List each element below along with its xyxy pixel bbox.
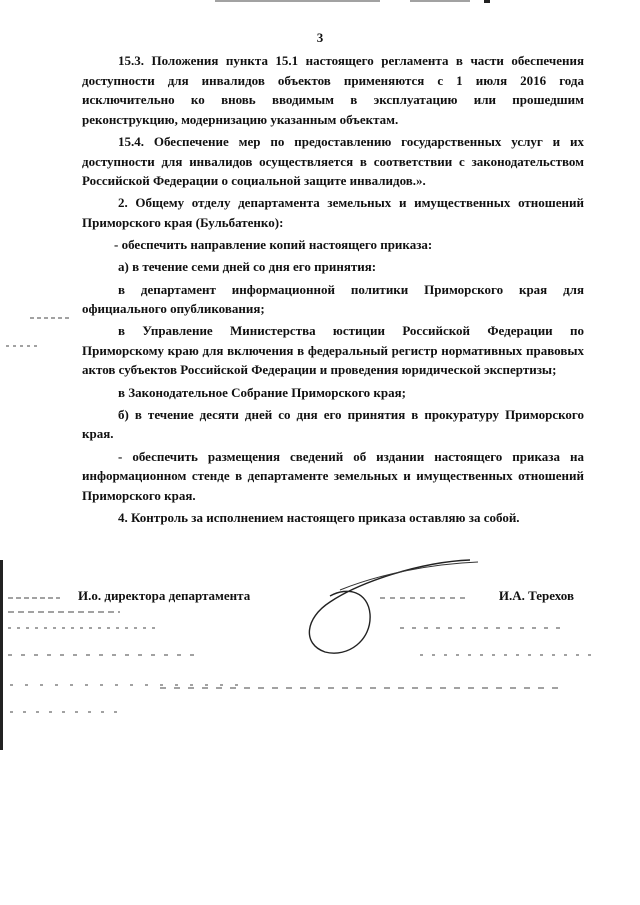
signatory-position: И.о. директора департамента [78,588,251,603]
paragraph-copies: - обеспечить направление копий настоящего приказа: [114,237,433,253]
paragraph-ministry-justice: в Управление Министерства юстиции Российской Федерации по Приморскому краю для включения в федеральный регистр нормативных правовых актов субъектов Российской Федерации и проведения юридической экспертизы; [82,323,584,378]
paragraph-2: 2. Общему отделу департамента земельных и имущественных отношений Приморского края (Бульбатенко): [82,195,584,230]
document-body [82,51,584,530]
paragraph-a: а) в течение семи дней со дня его принятия: [118,259,377,275]
paragraph-b: б) в течение десяти дней со дня его принятия в прокуратуру Приморского края. [82,406,584,442]
handwritten-signature [300,552,480,662]
paragraph-15-3: 15.3. Положения пункта 15.1 настоящего регламента в части обеспечения доступности для инвалидов объектов применяются с 1 июля 2016 года исключительно ко вновь вводимым в эксплуатацию или прошедшим реконструкцию, модернизацию указанным объектам. [82,53,584,127]
paragraph-publish: - обеспечить размещения сведений об издании настоящего приказа на информационном стенде в департаменте земельных и имущественных отношений Приморского края. [82,448,584,503]
paragraph-info-policy: в департамент информационной политики Приморского края для официального опубликования; [82,281,584,317]
paragraph-15-4: 15.4. Обеспечение мер по предоставлению государственных услуг и их доступности для инвалидов осуществляется в соответствии с законодательством Российской Федерации о социальной защите инвалидов.». [82,133,584,189]
paragraph-legislative-assembly: в Законодательное Собрание Приморского края; [118,384,407,400]
paragraph-4: 4. Контроль за исполнением настоящего приказа оставляю за собой. [118,510,520,525]
signatory-name: И.А. Терехов [498,588,574,603]
page-number: 3 [316,30,324,45]
